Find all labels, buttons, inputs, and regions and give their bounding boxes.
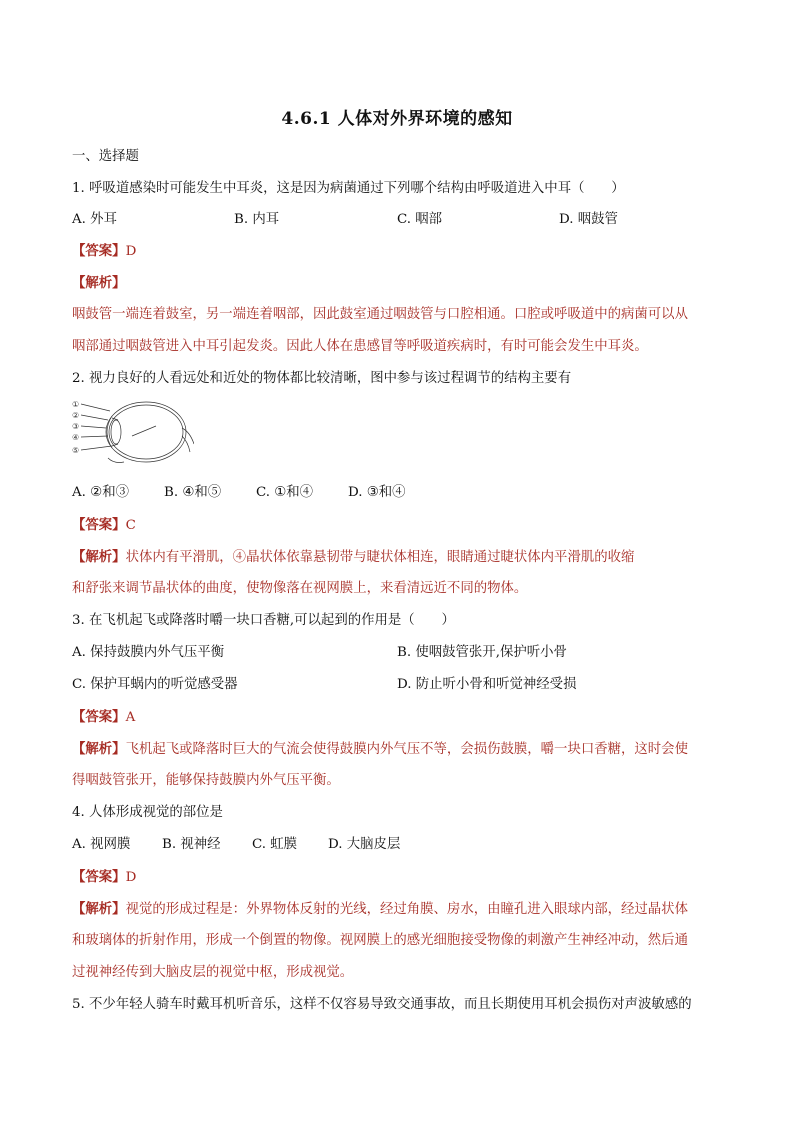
q3-option-c: C. 保护耳蜗内的听觉感受器 (72, 677, 238, 692)
q2-option-b: B. ④和⑤ (164, 485, 222, 500)
q1-analysis-line-1: 咽鼓管一端连着鼓室，另一端连着咽部，因此鼓室通过咽鼓管与口腔相通。口腔或呼吸道中的病菌可以从 (72, 307, 688, 322)
q1-answer (72, 242, 136, 261)
section-heading: 一、选择题 (72, 149, 139, 164)
analysis-label: 【解析】 (72, 549, 126, 565)
q4-option-a: A. 视网膜 (72, 837, 131, 852)
answer-label: 【答案】 (72, 869, 126, 885)
q3-analysis-line-1 (72, 740, 688, 759)
answer-value: A (125, 710, 136, 725)
q1-option-a: A. 外耳 (72, 212, 117, 227)
analysis-label: 【解析】 (72, 275, 126, 291)
q4-option-b: B. 视神经 (162, 837, 221, 852)
q4-answer (72, 868, 136, 887)
eye-diagram (72, 398, 194, 470)
question-3-stem: 3. 在飞机起飞或降落时嚼一块口香糖,可以起到的作用是（ ） (72, 613, 455, 628)
q1-analysis-label (72, 274, 126, 293)
eye-label-4: ④ (72, 433, 80, 442)
q2-answer (72, 516, 136, 535)
q3-option-d: D. 防止听小骨和听觉神经受损 (397, 677, 577, 692)
analysis-label: 【解析】 (72, 901, 126, 917)
q3-analysis-line-2: 得咽鼓管张开，能够保持鼓膜内外气压平衡。 (72, 773, 340, 788)
analysis-label: 【解析】 (72, 741, 126, 757)
answer-label: 【答案】 (72, 517, 126, 533)
eye-label-5: ⑤ (72, 446, 80, 455)
q4-option-d: D. 大脑皮层 (328, 837, 401, 852)
eye-label-3: ③ (72, 422, 80, 431)
analysis-text: 飞机起飞或降落时巨大的气流会使得鼓膜内外气压不等，会损伤鼓膜，嚼一块口香糖，这时会使 (125, 742, 688, 757)
question-4-stem: 4. 人体形成视觉的部位是 (72, 805, 223, 820)
q3-answer (72, 708, 135, 727)
q2-option-c: C. ①和④ (256, 485, 314, 500)
answer-label: 【答案】 (72, 709, 126, 725)
answer-label: 【答案】 (72, 243, 126, 259)
question-1-stem: 1. 呼吸道感染时可能发生中耳炎，这是因为病菌通过下列哪个结构由呼吸道进入中耳（ ） (72, 181, 625, 196)
q2-option-a: A. ②和③ (72, 485, 129, 500)
q3-option-a: A. 保持鼓膜内外气压平衡 (72, 645, 225, 660)
answer-value: C (125, 518, 136, 533)
q2-analysis-line-2: 和舒张来调节晶状体的曲度，使物像落在视网膜上，来看清远近不同的物体。 (72, 581, 528, 596)
q1-option-c: C. 咽部 (397, 212, 443, 227)
q1-analysis-line-2: 咽部通过咽鼓管进入中耳引起发炎。因此人体在患感冒等呼吸道疾病时，有时可能会发生中耳炎。 (72, 339, 648, 354)
q4-option-c: C. 虹膜 (252, 837, 298, 852)
analysis-text: 状体内有平滑肌，④晶状体依靠悬韧带与睫状体相连，眼睛通过睫状体内平滑肌的收缩 (125, 550, 635, 565)
q3-option-b: B. 使咽鼓管张开,保护听小骨 (397, 645, 567, 660)
page-title: 4.6.1 人体对外界环境的感知 (281, 109, 513, 129)
answer-value: D (125, 244, 137, 259)
eye-label-1: ① (72, 400, 80, 409)
question-5-stem: 5. 不少年轻人骑车时戴耳机听音乐，这样不仅容易导致交通事故，而且长期使用耳机会损伤对声波敏感的 (72, 997, 692, 1012)
q1-option-d: D. 咽鼓管 (559, 212, 618, 227)
q2-analysis-line-1 (72, 548, 634, 567)
answer-value: D (125, 870, 137, 885)
q4-analysis-line-2: 和玻璃体的折射作用，形成一个倒置的物像。视网膜上的感光细胞接受物像的刺激产生神经冲动，然后通 (72, 933, 688, 948)
eye-label-2: ② (72, 411, 80, 420)
q2-option-d: D. ③和④ (348, 485, 406, 500)
q4-analysis-line-1 (72, 900, 688, 919)
question-2-stem: 2. 视力良好的人看远处和近处的物体都比较清晰，图中参与该过程调节的结构主要有 (72, 371, 572, 386)
q1-option-b: B. 内耳 (234, 212, 280, 227)
q4-analysis-line-3: 过视神经传到大脑皮层的视觉中枢，形成视觉。 (72, 965, 354, 980)
analysis-text: 视觉的形成过程是：外界物体反射的光线，经过角膜、房水，由瞳孔进入眼球内部，经过晶状体 (125, 902, 688, 917)
